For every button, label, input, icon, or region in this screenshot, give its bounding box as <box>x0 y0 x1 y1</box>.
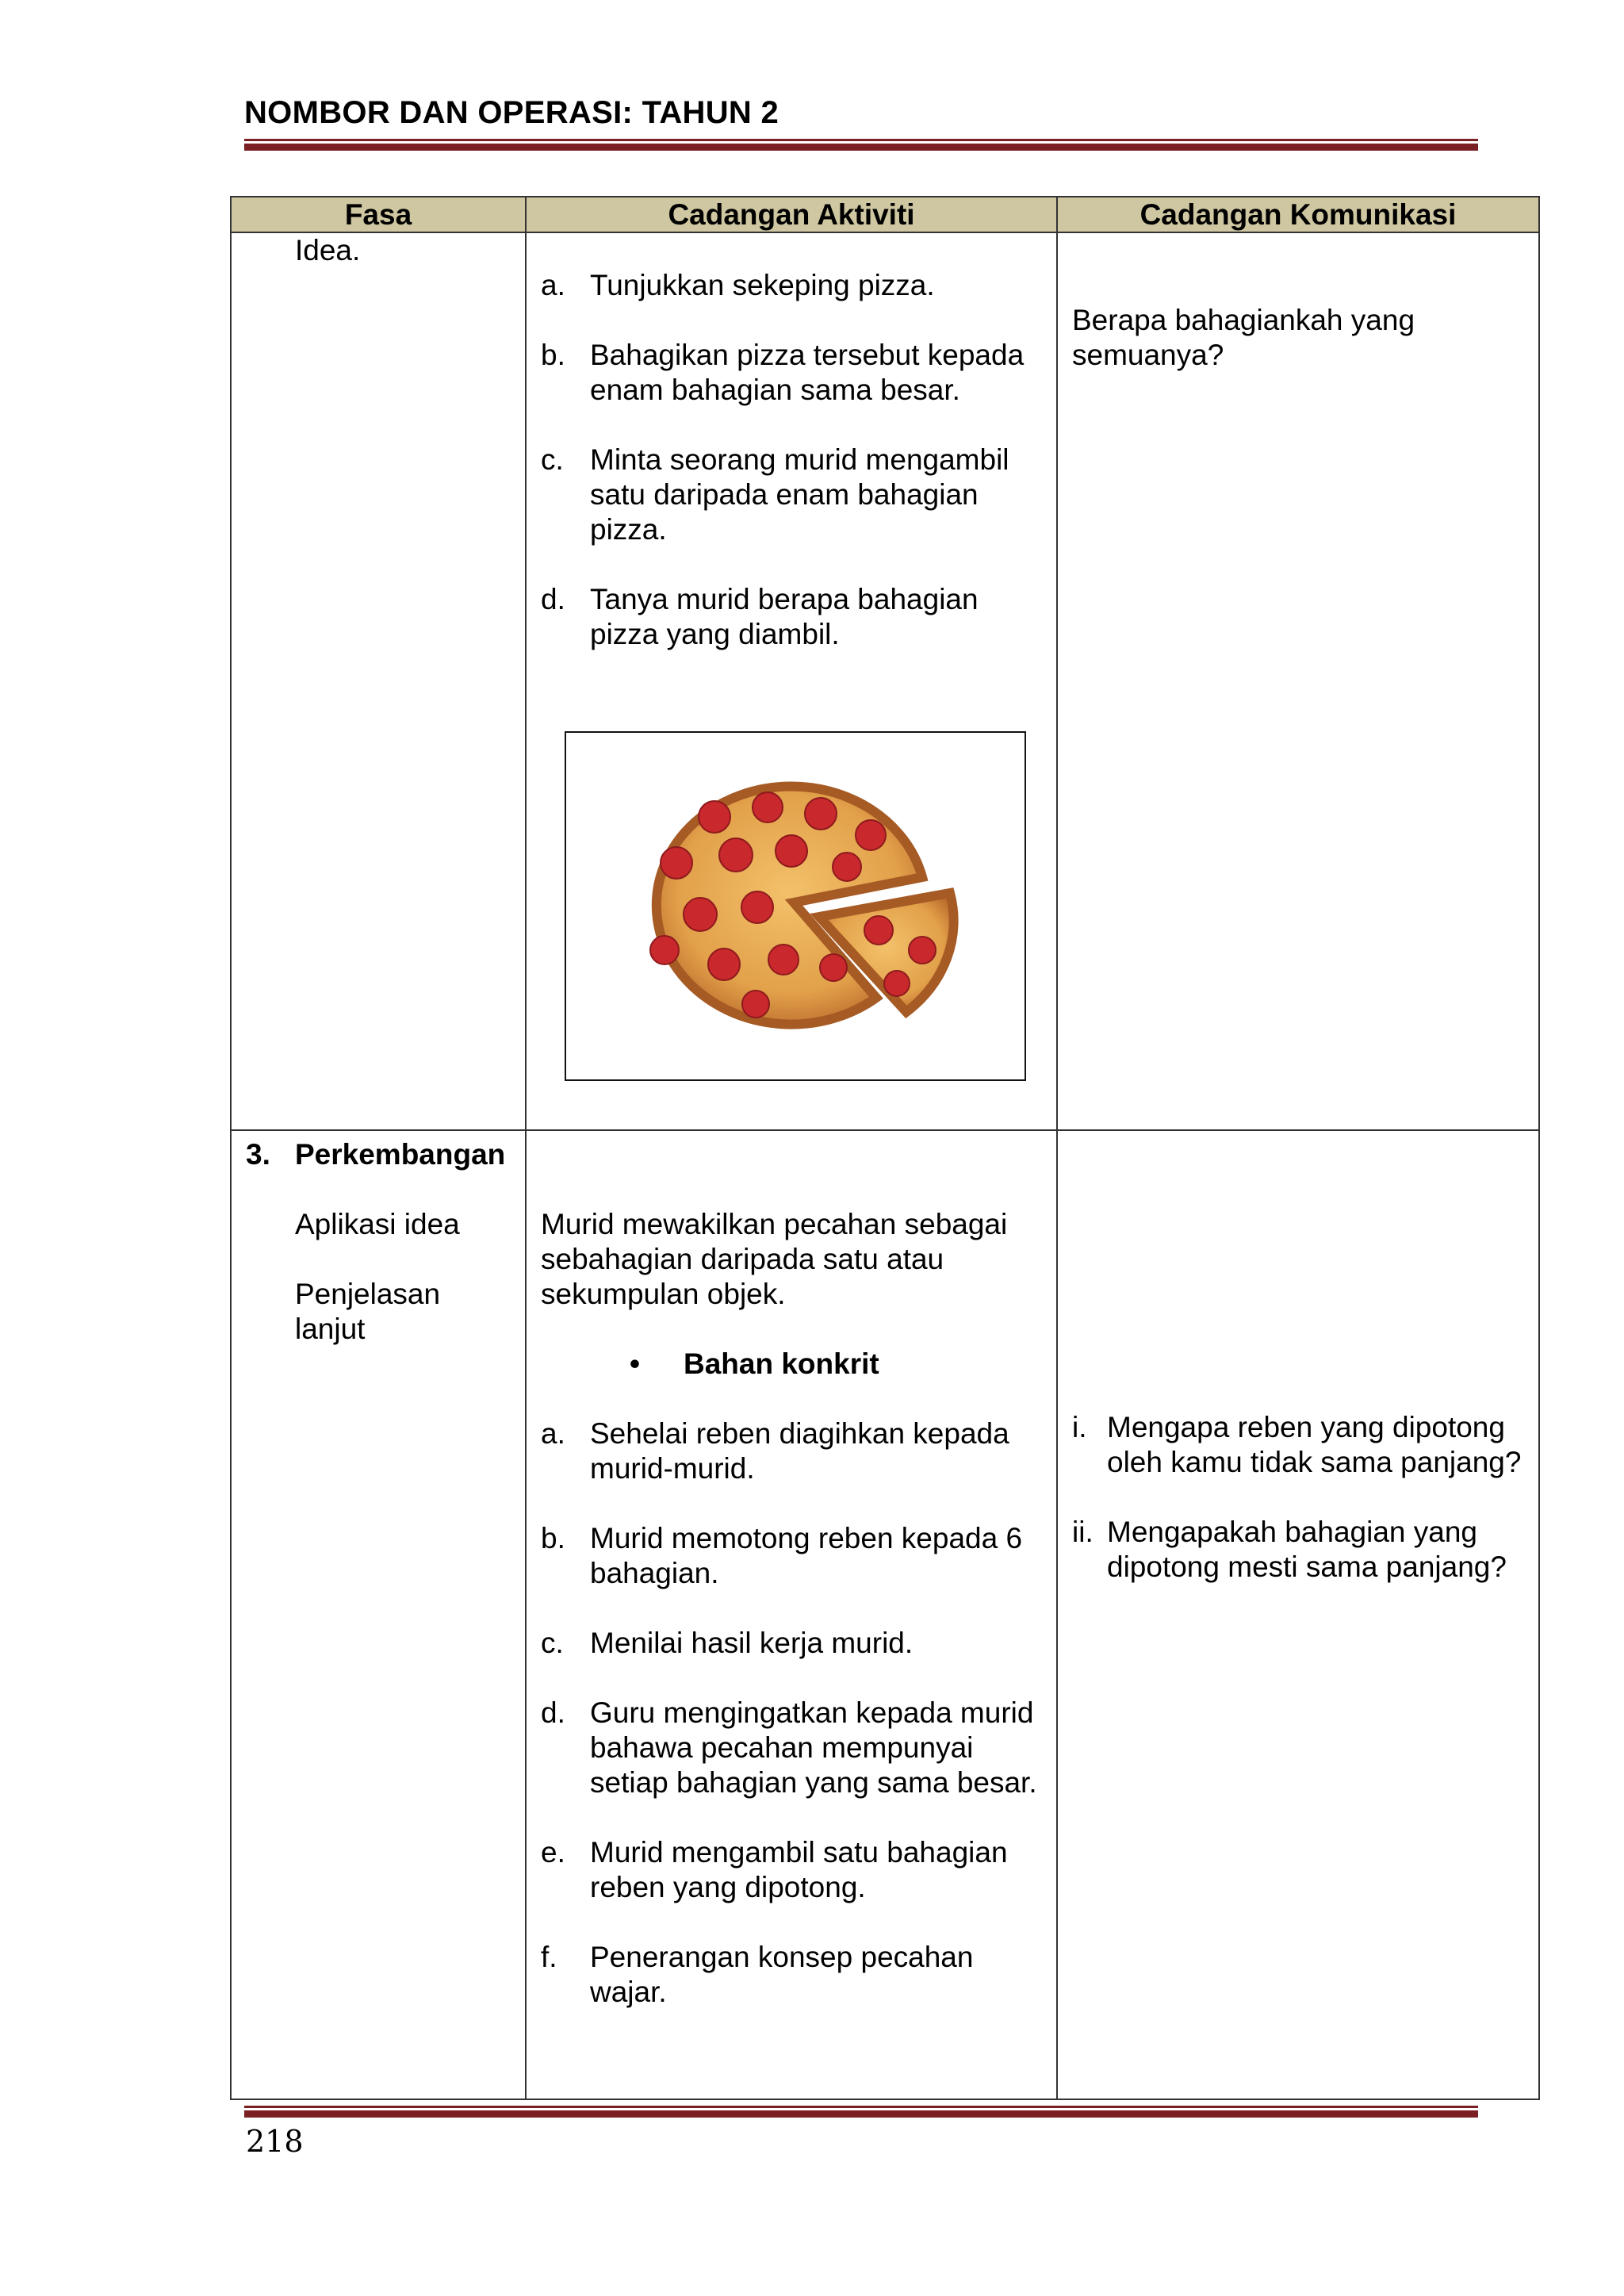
fasa-heading <box>232 1137 525 1172</box>
fasa-sub1: Aplikasi idea <box>295 1208 460 1240</box>
fasa-title: Perkembangan <box>295 1138 506 1171</box>
communication-text: Berapa bahagiankah yang semuanya? <box>1072 304 1415 371</box>
table-header-row <box>231 197 1539 232</box>
table-row <box>231 1130 1539 2099</box>
bullet-item <box>527 1347 1056 1382</box>
column-header-komunikasi: Cadangan Komunikasi <box>1057 197 1539 232</box>
column-header-aktiviti: Cadangan Aktiviti <box>526 197 1057 232</box>
list-item: a. Sehelai reben diagihkan kepada murid-murid. <box>541 1417 1009 1485</box>
fasa-sub2: Penjelasan lanjut <box>295 1278 441 1345</box>
fasa-cell <box>231 232 526 1130</box>
bullet-icon: • <box>630 1347 640 1380</box>
list-item: d. Guru mengingatkan kepada murid bahawa pecahan mempunyai setiap bahagian yang sama besar. <box>541 1696 1037 1799</box>
table-row <box>231 232 1539 1130</box>
pizza-illustration <box>589 752 1002 1061</box>
activity-list <box>527 268 1056 652</box>
column-header-fasa: Fasa <box>231 197 526 232</box>
list-item: f. Penerangan konsep pecahan wajar. <box>541 1941 974 2008</box>
list-item: b. Murid memotong reben kepada 6 bahagian. <box>541 1522 1023 1589</box>
activity-intro: Murid mewakilkan pecahan sebagai sebahagian daripada satu atau sekumpulan objek. <box>541 1208 1008 1310</box>
list-item: d. Tanya murid berapa bahagian pizza yang diambil. <box>541 583 979 650</box>
page-header <box>244 95 1478 131</box>
bullet-text: Bahan konkrit <box>684 1347 879 1380</box>
footer-rule <box>244 2106 1478 2118</box>
header-rule <box>244 139 1478 151</box>
list-item: a. Tunjukkan sekeping pizza. <box>541 269 935 301</box>
list-item: c. Menilai hasil kerja murid. <box>541 1627 914 1659</box>
lesson-table <box>230 196 1540 2100</box>
fasa-cell <box>231 1130 526 2099</box>
pizza-image <box>565 731 1026 1081</box>
aktiviti-cell <box>526 232 1057 1130</box>
page-number: 218 <box>246 2124 304 2159</box>
activity-list <box>527 1416 1056 2010</box>
komunikasi-cell <box>1057 232 1539 1130</box>
list-item: i. Mengapa reben yang dipotong oleh kamu tidak sama panjang? <box>1072 1411 1522 1478</box>
fasa-label: Idea. <box>295 234 361 266</box>
list-item: b. Bahagikan pizza tersebut kepada enam bahagian sama besar. <box>541 339 1025 406</box>
list-item: e. Murid mengambil satu bahagian reben yang dipotong. <box>541 1836 1008 1903</box>
aktiviti-cell <box>526 1130 1057 2099</box>
list-item: c. Minta seorang murid mengambil satu daripada enam bahagian pizza. <box>541 443 1009 546</box>
page-title: NOMBOR DAN OPERASI: TAHUN 2 <box>244 95 779 130</box>
list-item: ii. Mengapakah bahagian yang dipotong mesti sama panjang? <box>1072 1516 1507 1583</box>
fasa-number: 3. <box>246 1138 270 1171</box>
question-list <box>1058 1410 1538 1585</box>
komunikasi-cell <box>1057 1130 1539 2099</box>
